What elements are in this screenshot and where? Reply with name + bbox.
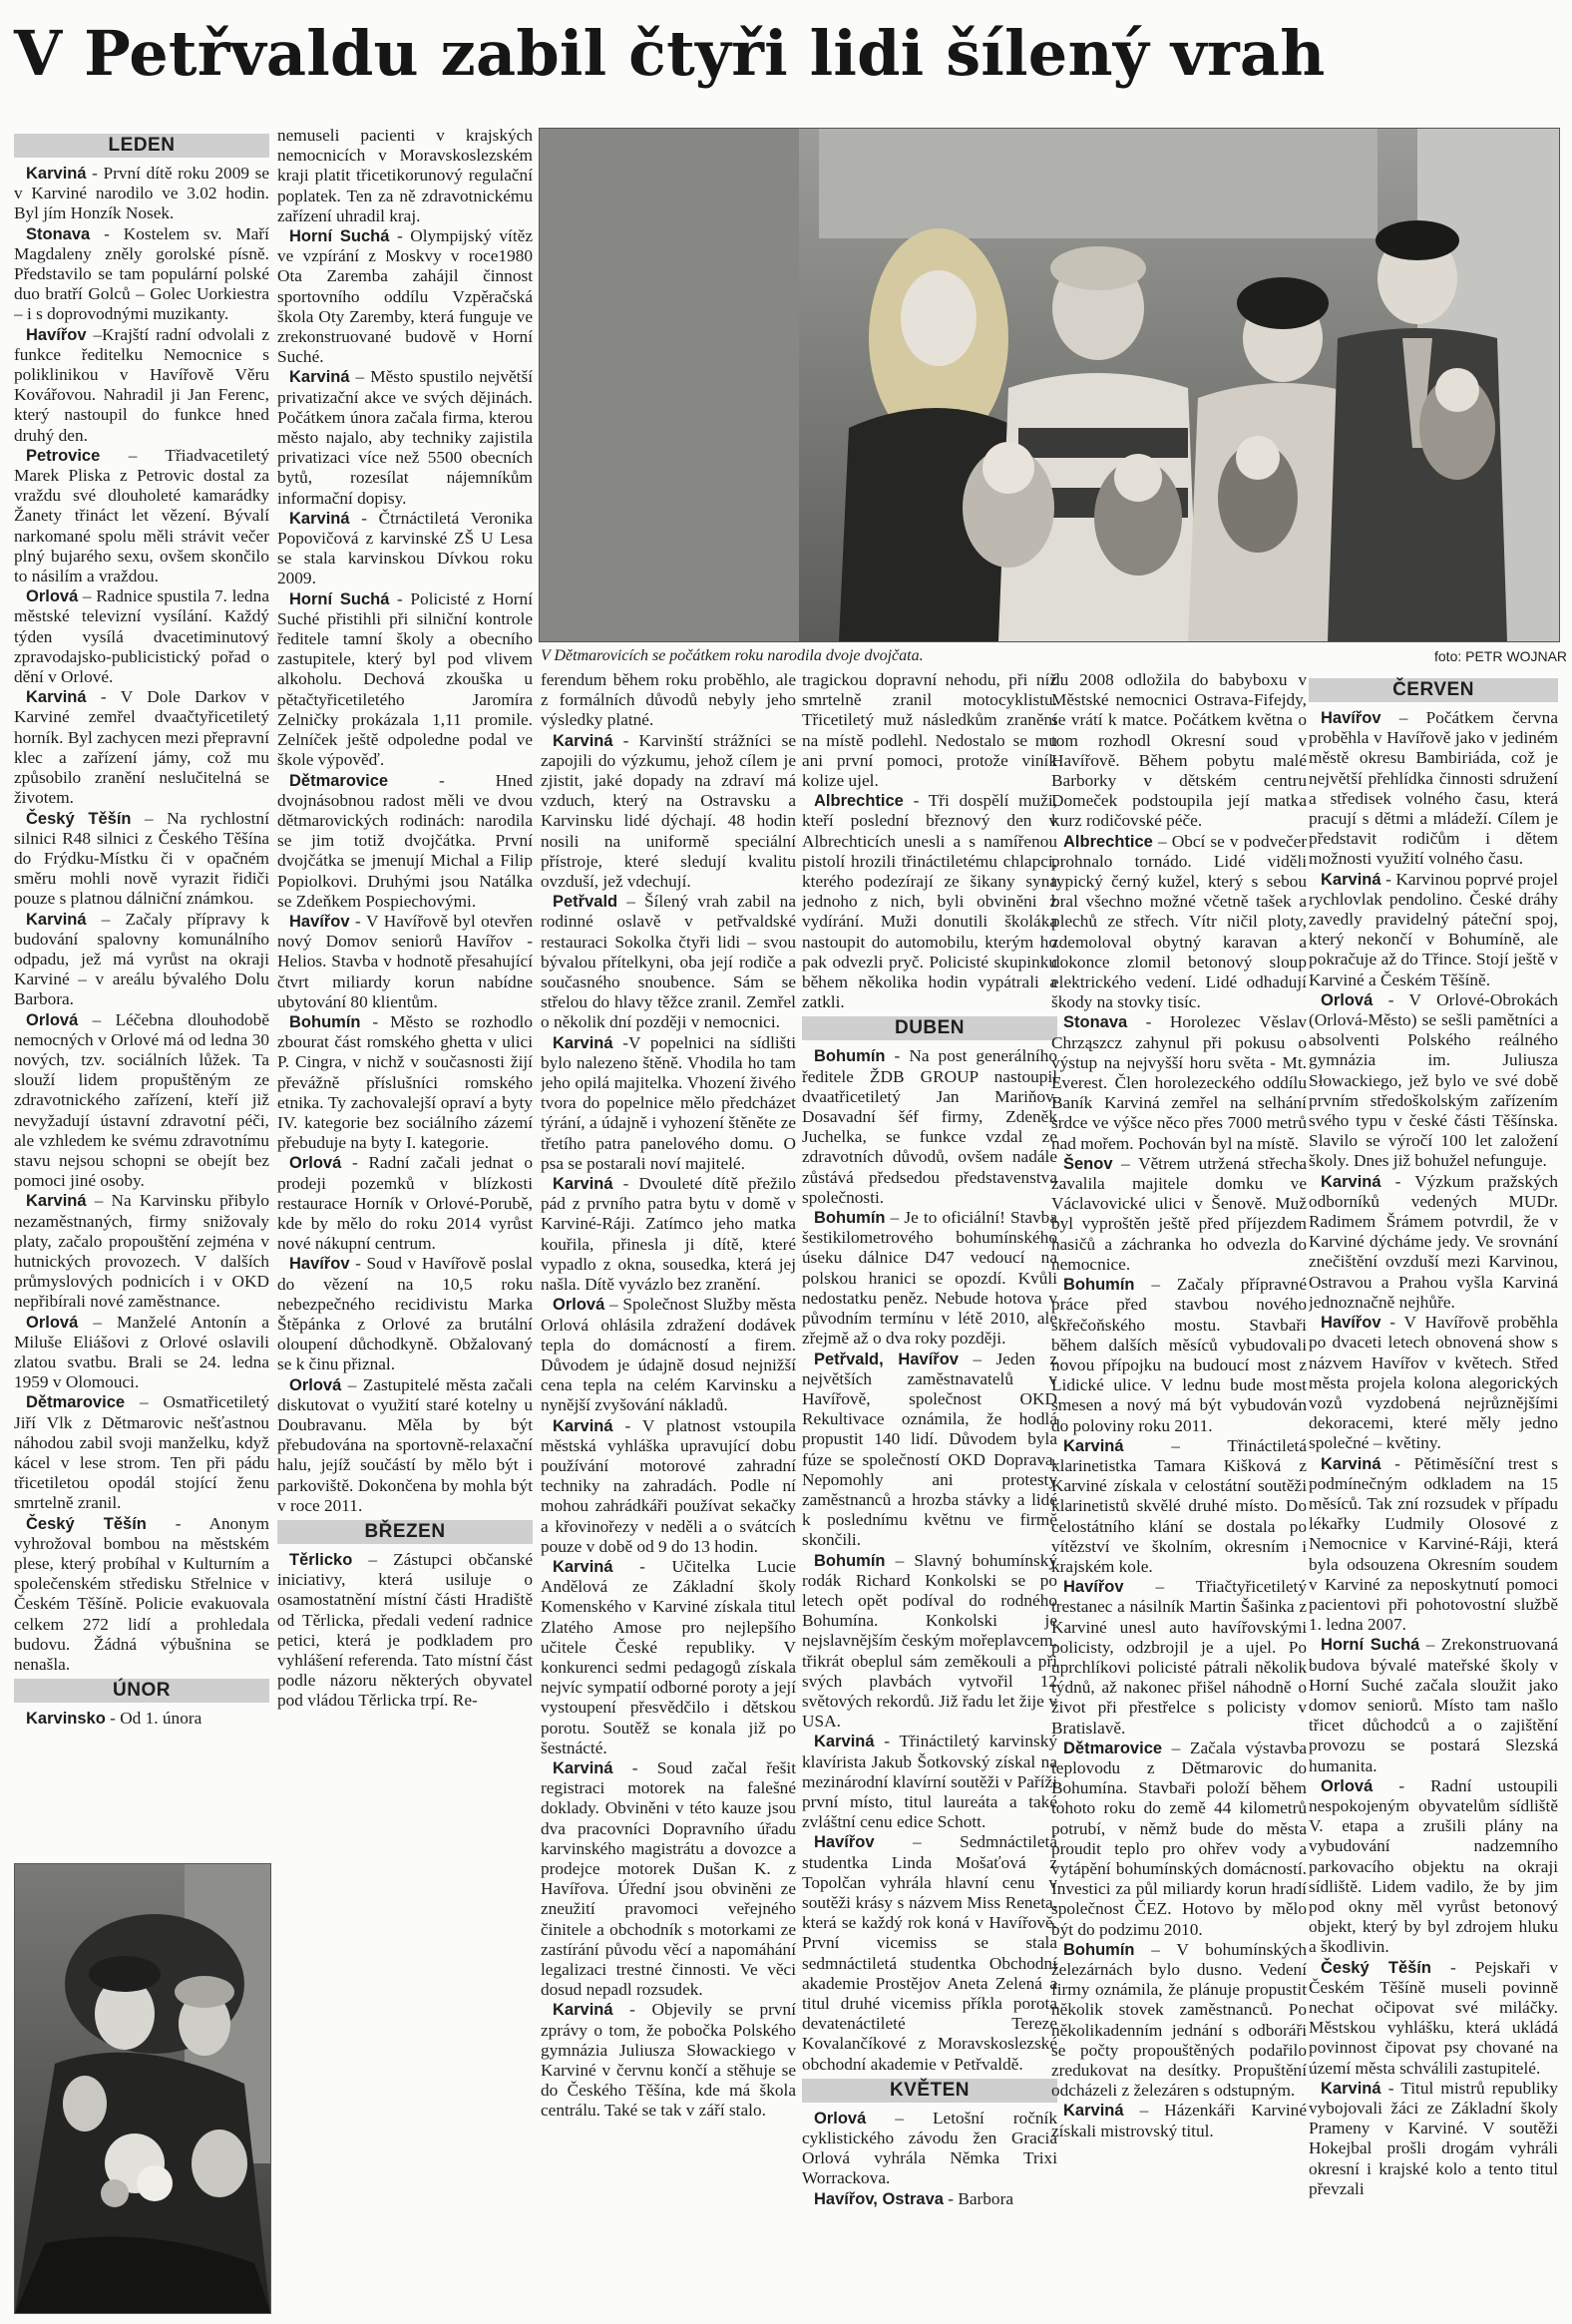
article-place: Havířov [26,325,87,344]
article-place: Karviná [26,910,87,929]
article-item [14,1010,269,1192]
article-item [14,1709,269,1729]
article-text: - Čtrnáctiletá Veronika Popovičová z karvinské ZŠ U Lesa se stala karvinskou Dívkou roku 2009. [277,508,533,588]
article-place: Karviná [1063,2102,1124,2121]
articles-cerven [1309,708,1558,2199]
photo-caption: V Dětmarovicích se počátkem roku narodila dvoje dvojčata. [541,647,924,664]
article-text: - Od 1. února [105,1709,202,1729]
article-text: - Třináctiletý karvinský klavírista Jakub Šotkovský získal na mezinárodní klavírní soutěži v Paříži první místo, titul laureáta a také zvláštní cenu edice Schott. [802,1732,1057,1832]
photo-seniors [14,1863,271,2314]
article-place: Karviná [553,1758,613,1777]
column-2 [277,126,533,2314]
article-text: – Zástupci občanské iniciativy, která usiluje o osamostatnění místní části Hradiště od Těrlicka, předali vedení radnice petici, která je podkladem pro vyhlášení referenda. Tato místní část podle názoru některých obyvatel pod vládou Těrlicka trpí. Re- [277,1550,533,1711]
article-text: - Soud v Havířově poslal do vězení na 10,5 roku nebezpečného recidivistu Marka Štěpánka z Orlové za brutální oloupení důchodkyně. Obžalovaný se k činu přiznal. [277,1254,533,1374]
article-item [802,670,1057,791]
article-place: Karviná [553,2001,613,2020]
article-item [1309,990,1558,1172]
article-text: - Karvinou poprvé projel rychlovlak pendolino. České dráhy zavedly pravidelný páteční spoj, který nekončí v Bohumíně, ale pokračuje až do Třince. Stojí ještě v Karviné a Českém Těšíně. [1309,869,1558,989]
article-item [14,164,269,224]
article-text: – Začala výstavba teplovodu z Dětmarovic do Bohumína. Stavbaři položí během tohoto roku do země 44 kilometrů potrubí, v němž bude do města proudit teplo pro ohřev vody a vytápění bohumínských domácností. Investici za půl miliardy korun hradí společnost ČEZ. Hotovo by mělo být do podzimu 2010. [1051,1738,1307,1939]
article-place: Karviná [289,509,350,528]
article-text: – Třiačtyřicetiletý trestanec a násilník Martin Šašinka z Karviné unesl auto havířovskými policisty, odzbrojil je a ujel. Po uprchlíkovi policisté pátrali několik týdnů, až nakonec přišel náhodně o život při přestřelce s policisty v Bratislavě. [1051,1577,1307,1738]
article-text: - Dvouleté dítě přežilo pád z prvního patra bytu v domě v Karviné-Ráji. Zatímco jeho matka kouřila, přinesla ji dítě, které vypadlo z okna, sousedka, která jej našla. Dítě vyvázlo bez zranění. [541,1174,796,1295]
section-leden: LEDEN [14,134,269,158]
article-place: Karviná [553,1033,613,1052]
article-item [1309,1635,1558,1775]
article-item [14,586,269,687]
article-place: Havířov [289,912,350,931]
article-text: nemuseli pacienti v krajských nemocnicích v Moravskoslezském kraji platit třicetikorunový regulační poplatek. Ten za ně zdravotnickému zařízení uhradil kraj. [277,126,533,225]
article-place: Havířov [1063,1578,1124,1597]
article-item [1051,1739,1307,1940]
article-place: Bohumín [289,1012,361,1031]
article-place: Karviná [1321,1172,1381,1191]
article-item [541,1557,796,1758]
article-item [277,1254,533,1374]
article-place: Bohumín [1063,1276,1135,1295]
article-text: – Je to oficiální! Stavba šestikilometrového bohumínského úseku dálnice D47 vedoucí na polskou hranici se opozdí. Kvůli nedostatku peněz. Nebude hotova v původním termínu v létě 2010, ale zřejmě až o dva roky později. [802,1208,1057,1349]
article-item [541,670,796,731]
article-text: – Město spustilo největší privatizační akce ve svých dějinách. Počátkem února začala firma, kterou město najalo, aby techniky zajistila privatizaci více než 5500 obecních bytů, rozesílat nájemníkům informační dopisy. [277,367,533,508]
article-place: Karviná [1063,1436,1124,1455]
article-place: Orlová [289,1154,342,1173]
article-item [802,1832,1057,2074]
article-place: Karviná [553,1416,613,1435]
article-item [1309,2079,1558,2199]
article-place: Karvinsko [26,1710,106,1729]
article-place: Karviná [1321,1454,1381,1473]
article-place: Bohumín [814,1047,886,1066]
article-text: - Pejskaři v Českém Těšíně museli povinně nechat očipovat své miláčky. Městskou vyhlášku, která ukládá povinnost čipovat psy chované na území města schválili zastupitelé. [1309,1957,1558,2078]
article-place: Orlová [26,587,79,606]
article-text: - Pětiměsíční trest s podmínečným odkladem na 15 měsíců. Tak zní rozsudek v případu lékařky Ľudmily Olosové z Nemocnice v Karviné-Ráji, která byla odsouzena Okresním soudem v Karviné za neposkytnutí pomoci pacientovi při pohotovostní službě 1. ledna 2007. [1309,1453,1558,1635]
article-text: - V Havířově proběhla po dvaceti letech obnovená show s názvem Havířov v květech. Střed města projela kolona alegorických vozů vyzdobená nejrůznějšími dekoracemi, které měly jedno společné – květiny. [1309,1313,1558,1453]
article-text: –Krajští radní odvolali z funkce ředitelku Nemocnice s poliklinikou v Havířově Věru Kovářovou. Nahradil ji Jan Ferenc, který nastoupil do funkce hned druhý den. [14,324,269,445]
article-place: Stonava [26,224,91,243]
article-item [14,1392,269,1513]
article-item [1051,1577,1307,1739]
article-text: - Olympijský vítěz ve vzpírání z Moskvy v roce1980 Ota Zaremba zahájil činnost sportovního oddílu Vzpěračská škola Oty Zaremby, která funguje ve zrekonstruované budově v Horní Suché. [277,226,533,367]
article-text: – Třiadvacetiletý Marek Pliska z Petrovic dostal za vraždu své dlouholeté kamarádky Žanety třináct let vězení. Bývalí narkomané spolu měli strávit večer plný bujarého sexu, ovšem skončilo to násilím a vraždou. [14,445,269,586]
article-place: Orlová [1321,1776,1374,1795]
article-place: Havířov [289,1255,350,1274]
article-item [802,791,1057,1012]
article-text: - Radní začali jednat o prodeji pozemků v blízkosti restaurace Horník v Orlové-Porubě, kde by mělo do roku 2014 vyrůst nové nákupní centrum. [277,1153,533,1254]
article-item [541,892,796,1032]
article-item [1051,1940,1307,2102]
articles-brezen [277,1550,533,1712]
article-text: - Barbora [943,2188,1013,2208]
article-text: – Léčebna dlouhodobě nemocných v Orlové má od ledna 30 nových, tzv. sociálních lůžek. Ta slouží lidem propuštěným ze zdravotnického zařízení, kteří již nevyžadují ústavní zdravotní péči, ale vzhledem ke svému zdravotnímu stavu nejsou schopni se obejít bez pomoci jiné osoby. [14,1009,269,1191]
article-item [1051,1154,1307,1275]
article-item [277,771,533,912]
article-item [14,1514,269,1676]
article-place: Dětmarovice [1063,1739,1163,1757]
article-text: – Osmatřicetiletý Jiří Vlk z Dětmarovic nešťastnou náhodou zabil svoji manželku, když kácel v lese strom. Ten při pádu třicetiletou opodál stojící ženu smrtelně zranil. [14,1392,269,1513]
article-item [1309,1172,1558,1313]
article-item [541,1033,796,1174]
article-item [277,126,533,226]
article-place: Horní Suchá [289,589,390,608]
article-item [1051,1012,1307,1153]
article-place: Karviná [553,1557,613,1576]
article-item [277,1153,533,1254]
article-place: Karviná [1321,2079,1381,2098]
article-text: – Obcí se v podvečer prohnalo tornádo. Lidé viděli typický černý kužel, který s sebou bral všechno možné včetně tašek a plechů ze střech. Vítr ničil ploty, zdemoloval obytný karavan a dokonce zlomil betonový sloup elektrického vedení. Lidé odhadují škody na stovky tisíc. [1051,831,1307,1012]
article-place: Horní Suchá [289,227,390,246]
article-item [14,224,269,325]
column-4 [802,670,1057,2316]
article-text: - V Orlové-Obrokách (Orlová-Město) se sešli pamětníci a absolventi Polského reálného gymnázia im. Juliusza Słowackiego, jež bylo ve své době prvním středoškolským zařízením svého typu v české části Těšínska. Slavilo se výročí 100 let založení školy. Dnes již bohužel nefunguje. [1309,989,1558,1171]
article-item [1309,708,1558,870]
article-place: Karviná [553,1175,613,1194]
article-item [14,446,269,586]
articles-leden [14,164,269,1675]
article-place: Orlová [814,2109,867,2128]
article-place: Karviná [26,1192,87,1211]
article-text: – Třináctiletá klarinetistka Tamara Kišková z Karviné získala v celostátní soutěži klarinetistů skvělé druhé místo. Do celostátního klání se dostala po vítězství ve školním, okresním i krajském kole. [1051,1435,1307,1576]
article-item [277,589,533,771]
article-place: Orlová [26,1010,79,1029]
article-place: Karviná [553,731,613,750]
article-place: Český Těšín [26,809,132,828]
article-text: - V platnost vstoupila městská vyhláška upravující dobu používání motorové zahradní techniky na zahradách. Podle ní mohou zahrádkáři používat sekačky a křovinořezy v neděli a o svátcích pouze v době od 9 do 13 hodin. [541,1415,796,1556]
article-text: - V Dole Darkov v Karviné zemřel dvaačtyřicetiletý horník. Byl zachycen mezi přepravní klec a zařízení jámy, což mu způsobilo zranění neslučitelná se životem. [14,687,269,808]
section-duben: DUBEN [802,1016,1057,1040]
article-text: – Zastupitelé města začali diskutovat o využití staré kotelny u Doubravanu. Měla by být přebudována na sportovně-relaxační halu, jejíž součástí by mělo být i parkoviště. Dokončena by mohla být v roce 2011. [277,1374,533,1515]
article-text: – Větrem utržená střecha zavalila majitele domku ve Václavovické ulici v Šenově. Muž byl vyproštěn ještě před příjezdem hasičů a záchranka ho odvezla do nemocnice. [1051,1153,1307,1274]
articles-duben [802,1046,1057,2074]
photo-twins-image [540,129,1559,641]
article-item [802,1046,1057,1208]
article-item [277,226,533,367]
article-place: Petřvald [553,893,618,912]
article-place: Karviná [1321,870,1381,889]
article-item [14,809,269,910]
articles-col3 [541,670,796,2122]
article-text: - Na post generálního ředitele ŽDB GROUP nastoupil dvaatřicetiletý Jan Mariňov. Dosavadní šéf firmy, Zdeněk Juchelka, se funkce vzdal ze zdravotních důvodů, ovšem nadále zůstává předsedou představenstva společnosti. [802,1046,1057,1207]
article-item [1309,1776,1558,1958]
article-text: – Jeden z největších zaměstnavatelů v Havířově, společnost OKD Rekultivace oznámila, že hodlá propustit 140 lidí. Důvodem byla fúze se společností OKD Doprava. Nepomohly ani protesty zaměstnanců a hrozba stávky a lidé k poslednímu květnu ve firmě skončili. [802,1349,1057,1550]
article-item [14,1313,269,1393]
article-item [14,910,269,1010]
article-item [802,1551,1057,1733]
article-item [1051,1275,1307,1436]
article-item [1309,1958,1558,2079]
articles-unor [14,1709,269,1729]
article-text: - Učitelka Lucie Andělová ze Základní školy Komenského v Karviné získala titul Zlatého Amose pro nejlepšího učitele České republiky. V konkurenci sedmi pedagogů získala nejvíc sympatií odborné poroty a její vystoupení přesvědčilo i dětskou porotu. Soutěž se konala již po šestnácté. [541,1556,796,1757]
article-place: Havířov, Ostrava [814,2189,944,2208]
article-text: - Anonym vyhrožoval bombou na městském plese, který probíhal v Kulturním a společenském středisku Střelnice v Českém Těšíně. Policie evakuovala celkem 272 lidí a prohledala budovu. Žádná výbušnina se nenašla. [14,1513,269,1675]
article-place: Karviná [26,165,87,183]
article-place: Orlová [26,1313,79,1332]
article-text: – V bohumínských železárnách bylo dusno. Vedení firmy oznámila, že plánuje propustit několik stovek zaměstnanců. Po několikadenním jednání s odboráři se počty propouštěných podařilo zredukovat na desítky. Propuštění odcházeli z železáren s odstupným. [1051,1939,1307,2101]
article-text: - Titul mistrů republiky vybojovali žáci ze Základní školy Prameny v Karviné. V soutěži Hokejbal prošli drogám vyhráli okresní i krajské kolo a tento titul převzali [1309,2078,1558,2198]
article-text: – Radnice spustila 7. ledna městské televizní vysílání. Každý týden vysílá dvacetiminutový zpravodajsko-publicistický pořad o dění v Orlové. [14,586,269,687]
article-item [802,2109,1057,2189]
article-item [277,1375,533,1516]
article-item [541,1758,796,2000]
articles-col2 [277,126,533,1516]
article-text: tragickou dopravní nehodu, při níž smrtelně zranil motocyklistu. Třicetiletý muž následkům zranění na místě podlehl. Nedostalo se mu ani první pomoci, protože viník kolize ujel. [802,670,1057,791]
article-text: - První dítě roku 2009 se v Karviné narodilo ve 3.02 hodin. Byl jím Honzík Nosek. [14,164,269,223]
section-kveten: KVĚTEN [802,2079,1057,2103]
article-text: – Společnost Služby města Orlová ohlásila zdražení dodávek tepla do domácností a firem. Důvodem je údajně dosud nejnižší cena tepla na celém Karvinsku a nynější zvyšování nákladů. [541,1295,796,1415]
article-text: - Město se rozhodlo zbourat část romského ghetta v ulici P. Cingra, v nichž v současnosti žijí převážně příslušníci romského etnika. Ty zachovalejší opraví a byty IV. kategorie bez sociálního zázemí přebuduje na byty I. kategorie. [277,1011,533,1153]
article-item [802,1732,1057,1832]
article-text: - Radní ustoupili nespokojeným obyvatelům sídliště V. etapa a zrušili plány na vybudování nadzemního parkovacího objektu na okraji sídliště. Lidem vadilo, že by jim pod okny měl vyrůst betonový objekt, který by byl zdrojem hluku a škodlivin. [1309,1775,1558,1957]
article-text: - Soud začal řešit registraci motorek na falešné doklady. Obviněni v této kauze jsou dva pracovníci Dopravního úřadu karvinského magistrátu a dovozce a prodejce motorek Dušan K. z Havířova. Úřední jsou obviněni ze zneužití pravomoci veřejného činitele a obchodník s motorkami ze zastírání původu věcí a napomáhání legalizaci trestné činnosti. Ve věci dosud nepadl rozsudek. [541,1757,796,2000]
article-place: Stonava [1063,1013,1128,1032]
article-place: Šenov [1063,1154,1113,1173]
article-text: - Tři dospělí muži, kteří poslední březnový den v Albrechticích unesli a s namířenou pistolí hrozili třináctiletému chlapci, kterého podezírají ze šikany syna jednoho z nich, byli obviněni z vydírání. Muži donutili školáka nastoupit do automobilu, kterým ho pak odvezli pryč. Policisté skupinku během několika hodin vypátrali a zatkli. [802,791,1057,1012]
article-item [541,1295,796,1415]
article-text: - Kostelem sv. Maří Magdaleny zněly gorolské písně. Představilo se tam populární polské duo bratří Golců – Golec Uorkiestra – i s doprovodnými muzikanty. [14,223,269,324]
article-item [1051,1436,1307,1577]
article-place: Petřvald, Havířov [814,1350,959,1368]
article-text: -V popelnici na sídlišti bylo nalezeno štěně. Vhodila ho tam jeho opilá majitelka. Vhození živého tvora do popelnice mělo předcházet týrání, a údajně i vyhození štěněte ze třetího patra panelového domu. O psa se postarali noví majitelé. [541,1032,796,1173]
article-text: – Manželé Antonín a Miluše Eliášovi z Orlové oslavili zlatou svatbu. Brali se 24. ledna 1959 v Olomouci. [14,1312,269,1392]
articles-col5 [1051,670,1307,2141]
article-item [541,1174,796,1295]
article-place: Albrechtice [1063,832,1153,851]
article-text: – Počátkem června proběhla v Havířově jako v jediném městě okresu Bambiriáda, což je největší přehlídka činnosti sdružení a středisek volného času, která pracují s dětmi a mládeží. Cílem je představit rodičům i dětem možnosti využití volného času. [1309,708,1558,869]
article-place: Český Těšín [1321,1958,1431,1977]
article-text: – Začaly přípravy k budování spalovny komunálního odpadu, jež má vyrůst na okraji Karviné – v areálu bývalého Dolu Barbora. [14,909,269,1009]
article-item [277,509,533,589]
article-text: – Zrekonstruovaná budova bývalé mateřské školy v Horní Suché začala sloužit jako domov seniorů. Místo tam našlo třicet důchodců a o zajištění provozu se postará Slezská humanita. [1309,1635,1558,1775]
article-item [14,1191,269,1312]
article-item [14,325,269,446]
article-item [1309,870,1558,990]
article-item [541,1416,796,1557]
column-5 [1051,670,1307,2316]
article-text: - Karvinští strážníci se zapojili do výzkumu, jehož cílem je zjistit, jaké dopady na zdraví má vzduch, který na Ostravsku a Karvinsku lidé dýchají. 48 hodin nosili na uniformě speciální přístroje, které sledují kvalitu ovzduší, jež vdechují. [541,730,796,892]
article-place: Bohumín [814,1209,886,1228]
article-item [277,1550,533,1712]
article-item [1051,832,1307,1013]
article-place: Bohumín [1063,1940,1135,1959]
article-place: Český Těšín [26,1514,147,1533]
article-text: – Slavný bohumínský rodák Richard Konkolski se po letech opět podíval do rodného Bohumína. Konkolski je nejslavnějším českým mořeplavcem, třikrát obeplul sám zeměkouli a při svých plavbách vytvořil 12 světových rekordů. Již řadu let žije v USA. [802,1550,1057,1732]
article-text: – Sedmnáctiletá studentka Linda Mošaťová z Topolčan vyhrála hlavní cenu v soutěži krásy s názvem Miss Reneta, která se každý rok koná v Havířově. První vicemiss se stala sedmnáctiletá studentka Obchodní akademie Prostějov Aneta Zelená a titul druhé vicemiss příkla porota devatenáctileté Tereze Kovalančíkové z Moravskoslezské obchodní akademie v Petřvaldě. [802,1832,1057,2074]
headline: V Petřvaldu zabil čtyři lidi šílený vrah [14,17,1326,90]
article-text: - Horolezec Věslav Chrząszcz zahynul při pokusu o výstup na nejvyšší horu světa - Mt. Everest. Člen horolezeckého oddílu Baník Karviná zemřel na selhání srdce ve výšce něco přes 7000 metrů nad mořem. Pochován byl na místě. [1051,1012,1307,1153]
article-place: Petrovice [26,446,101,465]
article-item [14,687,269,808]
section-brezen: BŘEZEN [277,1520,533,1544]
article-place: Karviná [289,368,350,387]
article-text: – Na Karvinsku přibylo nezaměstnaných, firmy snižovaly platy, začalo propouštění zejména v hutnických provozech. V dalších průmyslových podnicích i v OKD nepřibírali nové zaměstnance. [14,1191,269,1312]
article-text: – Šílený vrah zabil na rodinné oslavě v petřvaldské restauraci Sokolka čtyři lidi – svou bývalou přítelkyni, oba její rodiče a současného snoubence. Sám se střelou do hlavy těžce zranil. Zemřel o několik dní později v nemocnici. [541,892,796,1032]
article-place: Bohumín [814,1551,886,1570]
article-text: – Házenkáři Karviné získali mistrovský titul. [1051,2101,1307,2140]
column-1 [14,130,269,1847]
article-place: Dětmarovice [289,771,389,790]
photo-seniors-image [15,1864,270,2313]
article-text: - Výzkum pražských odborníků vedených MUDr. Radimem Šrámem potvrdil, že v Karviné dýcháme jedy. Ve srovnání znečištění ovzduší mezi Karvinou, Ostravou a Prahou vyšla Karviná jednoznačně nejhůře. [1309,1171,1558,1312]
article-place: Horní Suchá [1321,1636,1420,1655]
article-place: Karviná [26,688,87,707]
article-item [802,1208,1057,1349]
article-place: Havířov [814,1833,875,1852]
article-item [1051,2101,1307,2140]
article-text: - Objevily se první zprávy o tom, že pobočka Polského gymnázia Juliusza Słowackiego v Karviné v červnu končí a stěhuje se do Českého Těšína, kde má škola centrálu. Také se tak v září stalo. [541,2000,796,2121]
article-place: Karviná [814,1733,875,1751]
article-item [1309,1454,1558,1636]
section-unor: ÚNOR [14,1679,269,1703]
article-text: - V Havířově byl otevřen nový Domov seniorů Havířov - Helios. Stavba v hodnotě přesahující čtvrt miliardy korun nabídne ubytování 80 klientům. [277,911,533,1011]
column-3 [541,670,796,2316]
article-item [802,2189,1057,2209]
article-item [541,731,796,893]
article-text: du 2008 odložila do babyboxu v Městské nemocnici Ostrava-Fifejdy, se vrátí k matce. Počátkem května o tom rozhodl Okresní soud v Havířově. Během pobytu malé Barborky v dětském centru Domeček podstoupila její matka kurz rodičovské péče. [1051,670,1307,831]
article-item [277,367,533,508]
article-place: Dětmarovice [26,1393,126,1412]
article-place: Havířov [1321,709,1381,727]
articles-col4 [802,670,1057,1012]
section-cerven: ČERVEN [1309,678,1558,702]
photo-twins [539,128,1560,642]
article-text: - Policisté z Horní Suché přistihli při silniční kontrole ředitele tamní školy a obecního zastupitele, který byl pod vlivem alkoholu. Dechová zkouška u pětačtyřicetiletého Jaromíra Zelničky prokázala 1,11 promile. Zelníček ještě odpoledne podal ve škole výpověď. [277,588,533,770]
article-text: – Letošní ročník cyklistického závodu žen Gracia Orlová vyhrála Němka Trixi Worrackova. [802,2108,1057,2188]
article-text: – Začaly přípravné práce před stavbou nového skřečoňského mostu. Stavbaři během dalších měsíců vybudovali novou přípojku na budoucí most z Lidické ulice. V lednu bude most smesen a nový má být vybudován do poloviny roku 2011. [1051,1275,1307,1435]
article-place: Orlová [289,1375,342,1394]
column-6 [1309,674,1558,2316]
article-item [1051,670,1307,832]
article-item [277,1012,533,1153]
article-place: Těrlicko [289,1551,353,1570]
article-item [802,1350,1057,1551]
article-place: Albrechtice [814,792,904,811]
article-place: Havířov [1321,1314,1381,1333]
article-item [1309,1313,1558,1453]
article-text: ferendum během roku proběhlo, ale z formálních důvodů nebyly jeho výsledky platné. [541,670,796,730]
photo-credit: foto: PETR WOJNAR [1434,648,1568,664]
article-item [541,2000,796,2121]
article-text: – Na rychlostní silnici R48 silnici z Českého Těšína do Frýdku-Místku či v opačném směru mohli nově vyrazit řidiči pouze s platnou dálniční známkou. [14,808,269,909]
article-place: Orlová [553,1296,605,1315]
article-item [277,912,533,1012]
articles-kveten [802,2109,1057,2209]
article-text: - Hned dvojnásobnou radost měli ve dvou dětmarovických rodinách: narodila se jim totiž dvojčátka. První dvojčátka se jmenují Michal a Filip Popiolkovi. Druhými jsou Natálka se Zdeňkem Pospiechovými. [277,770,533,911]
article-place: Orlová [1321,990,1374,1009]
